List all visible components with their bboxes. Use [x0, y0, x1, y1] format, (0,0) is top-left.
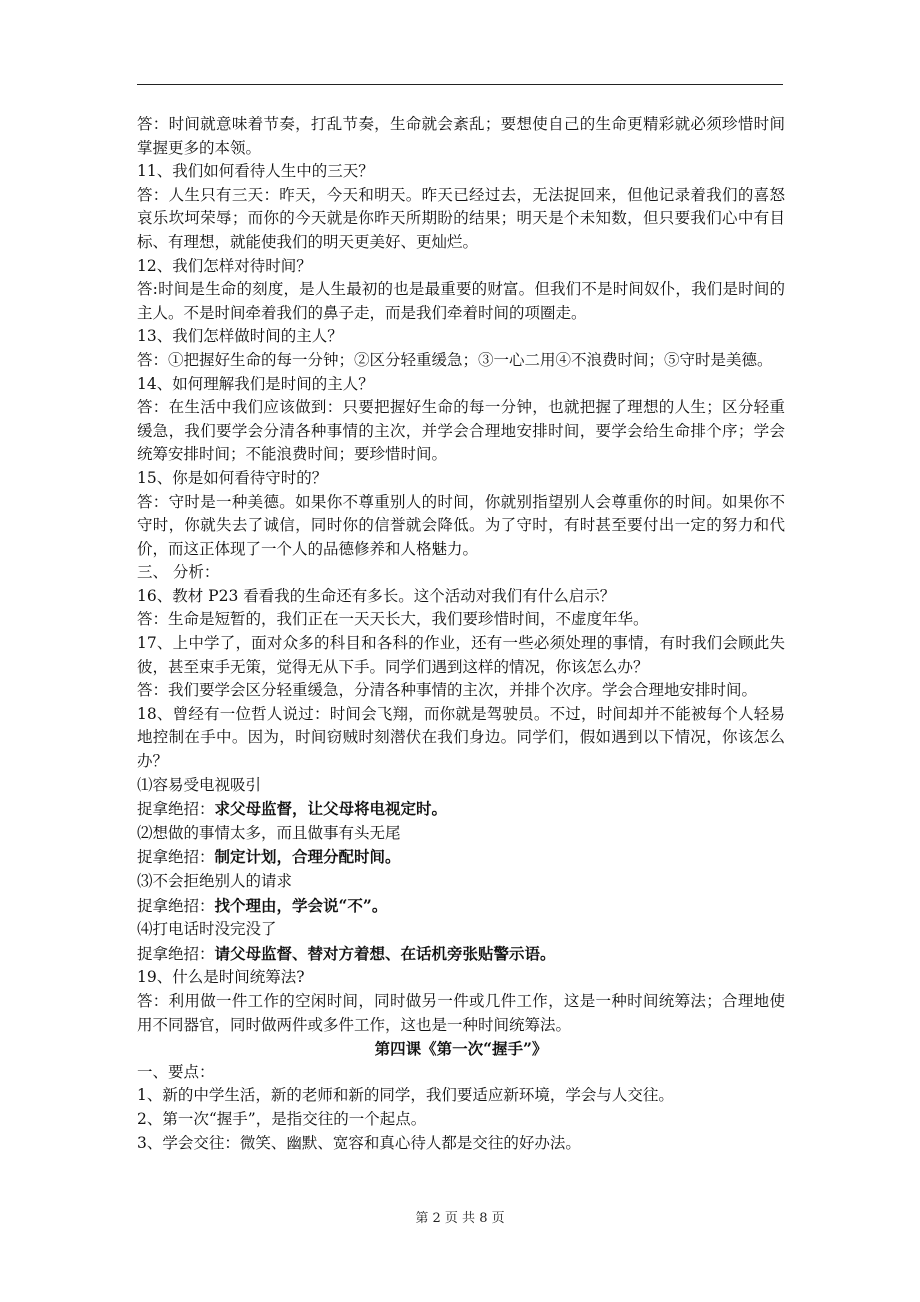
tip-2	[137, 845, 785, 870]
tip-text: 求父母监督，让父母将电视定时。	[214, 799, 448, 819]
case-3: ⑶不会拒绝别人的请求	[137, 872, 293, 890]
case-1: ⑴容易受电视吸引	[137, 775, 262, 794]
key-point-3: 3、学会交往：微笑、幽默、宽容和真心待人都是交往的好办法。	[137, 1133, 581, 1152]
answer-15: 答：守时是一种美德。如果你不尊重别人的时间，你就别指望别人会尊重你的时间。如果你不守时，你就失去了诚信，同时你的信誉就会降低。为了守时，有时甚至要付出一定的努力和代价，而这正体现了一个人的品德修养和人格魅力。	[137, 492, 785, 558]
section-heading-analysis: 三、 分析：	[137, 563, 220, 582]
question-18: 18、曾经有一位哲人说过：时间会飞翔，而你就是驾驶员。不过，时间却并不能被每个人轻易地控制在手中。因为，时间窃贼时刻潜伏在我们身边。同学们，假如遇到以下情况，你该怎么办？	[137, 704, 785, 771]
answer-12: 答:时间是生命的刻度，是人生最初的也是最重要的财富。但我们不是时间奴仆，我们是时间的主人。不是时间牵着我们的鼻子走，而是我们牵着时间的项圈走。	[137, 280, 785, 322]
question-14: 14、如何理解我们是时间的主人？	[137, 374, 374, 393]
answer-10: 答：时间就意味着节奏，打乱节奏，生命就会紊乱；要想使自己的生命更精彩就必须珍惜时间掌握更多的本领。	[137, 115, 785, 157]
section-heading-key-points: 一、要点：	[137, 1062, 215, 1081]
lesson-title: 第四课《第一次“握手”》	[374, 1039, 548, 1059]
answer-14: 答：在生活中我们应该做到：只要把握好生命的每一分钟，也就把握了理想的人生；区分轻重缓急，我们要学会分清各种事情的主次，并学会合理地安排时间，要学会给生命排个序；学会统筹安排时间；不能浪费时间；要珍惜时间。	[137, 398, 785, 464]
key-point-2: 2、第一次“握手”，是指交往的一个起点。	[137, 1109, 427, 1128]
tip-text: 请父母监督、替对方着想、在话机旁张贴警示语。	[214, 943, 556, 963]
case-2: ⑵想做的事情太多，而且做事有头无尾	[137, 823, 401, 842]
tip-4	[137, 942, 785, 967]
tip-1	[137, 797, 785, 822]
tip-label: 捉拿绝招：	[137, 800, 215, 819]
question-11: 11、我们如何看待人生中的三天？	[137, 162, 374, 181]
tip-label: 捉拿绝招：	[137, 848, 215, 867]
question-13: 13、我们怎样做时间的主人？	[137, 327, 343, 346]
tip-text: 找个理由，学会说“不”。	[214, 895, 388, 915]
question-15: 15、你是如何看待守时的？	[137, 468, 328, 487]
tip-3	[137, 894, 785, 919]
header-rule	[137, 84, 783, 85]
question-12: 12、我们怎样对待时间？	[137, 256, 312, 275]
answer-17: 答：我们要学会区分轻重缓急，分清各种事情的主次，并排个次序。学会合理地安排时间。	[137, 681, 758, 700]
question-19: 19、什么是时间统筹法?	[137, 968, 305, 987]
page-number: 第 2 页 共 8 页	[415, 1211, 505, 1226]
answer-11: 答：人生只有三天：昨天，今天和明天。昨天已经过去，无法捉回来，但他记录着我们的喜怒哀乐坎坷荣辱；而你的今天就是你昨天所期盼的结果；明天是个未知数，但只要我们心中有目标、有理想，就能使我们的明天更美好、更灿烂。	[137, 185, 785, 251]
answer-19: 答：利用做一件工作的空闲时间，同时做另一件或几件工作，这是一种时间统筹法；合理地使用不同器官，同时做两件或多件工作，这也是一种时间统筹法。	[137, 991, 785, 1034]
key-point-1: 1、新的中学生活，新的老师和新的同学，我们要适应新环境，学会与人交往。	[137, 1086, 674, 1105]
answer-13: 答：①把握好生命的每一分钟；②区分轻重缓急；③一心二用④不浪费时间；⑤守时是美德。	[137, 350, 773, 369]
question-17: 17、上中学了，面对众多的科目和各科的作业，还有一些必须处理的事情，有时我们会顾此失彼，甚至束手无策，觉得无从下手。同学们遇到这样的情况，你该怎么办？	[137, 634, 785, 676]
tip-text: 制定计划，合理分配时间。	[214, 847, 401, 867]
question-16: 16、教材 P23 看看我的生命还有多长。这个活动对我们有什么启示？	[137, 586, 616, 605]
document-body	[137, 113, 785, 1155]
tip-label: 捉拿绝招：	[137, 896, 215, 915]
tip-label: 捉拿绝招：	[137, 944, 215, 963]
case-4: ⑷打电话时没完没了	[137, 920, 277, 939]
answer-16: 答：生命是短暂的，我们正在一天天长大，我们要珍惜时间，不虚度年华。	[137, 610, 649, 629]
